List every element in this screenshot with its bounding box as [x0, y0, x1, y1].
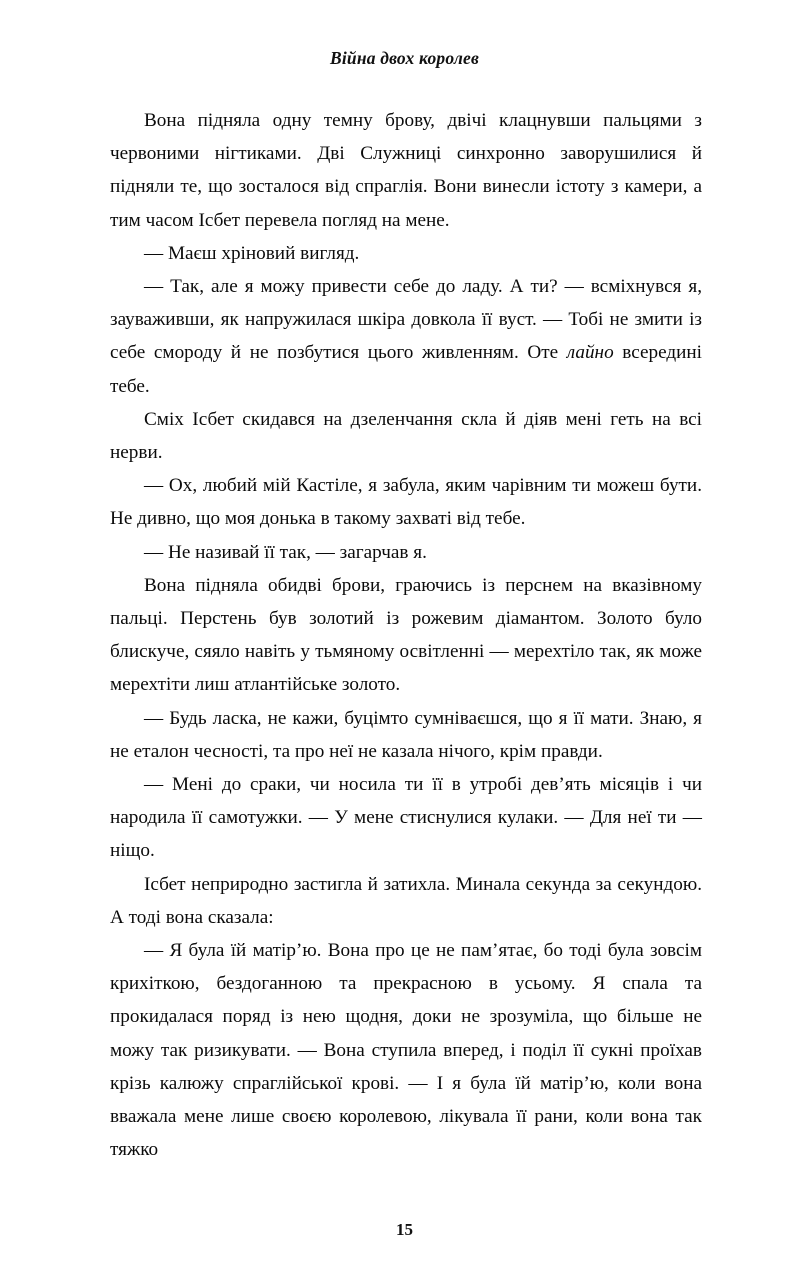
paragraph: Ісбет неприродно застигла й затихла. Минала секунда за секундою. А тоді вона сказала:	[110, 873, 702, 928]
paragraph: — Не називай її так, — загарчав я.	[144, 541, 427, 563]
paragraph: Вона підняла обидві брови, граючись із перснем на вказівному пальці. Перстень був золотий із рожевим діамантом. Золото було блискуче, сяяло навіть у тьмяному освітленні — мерехтіло так, як може мерехтіти лиш атлантійське золото.	[110, 574, 702, 696]
page-number: 15	[396, 1220, 413, 1239]
paragraph: — Маєш хріновий вигляд.	[144, 242, 360, 264]
italic-emphasis: лайно	[566, 342, 614, 364]
paragraph: — Я була їй матір’ю. Вона про це не пам’ятає, бо тоді була зовсім крихіткою, бездоганною та прекрасною в усьому. Я спала та прокидалася поряд із нею щодня, доки не зрозуміла, що більше не можу так ризикувати. — Вона ступила вперед, і поділ її сукні проїхав крізь калюжу спраглійської крові. — І я була їй матір’ю, коли вона вважала мене лише своєю королевою, лікувала її рани, коли вона так тяжко	[110, 940, 702, 1161]
paragraph: — Ох, любий мій Кастіле, я забула, яким чарівним ти можеш бути. Не дивно, що моя донька в такому захваті від тебе.	[110, 475, 702, 530]
paragraph: Вона підняла одну темну брову, двічі клацнувши пальцями з червоними нігтиками. Дві Служниці синхронно заворушилися й підняли те, що зосталося від спраглія. Вони винесли істоту з камери, а тим часом Ісбет перевела погляд на мене.	[110, 110, 702, 231]
running-head: Війна двох королев	[329, 48, 480, 68]
paragraph: — Мені до сраки, чи носила ти її в утробі дев’ять місяців і чи народила її самотужки. — У мене стиснулися кулаки. — Для неї ти — ніщо.	[110, 774, 702, 862]
body-text-column	[110, 104, 702, 1167]
paragraph: — Будь ласка, не кажи, буцімто сумніваєшся, що я її мати. Знаю, я не еталон чесності, та про неї не казала нічого, крім правди.	[110, 707, 702, 762]
paragraph: Сміх Ісбет скидався на дзеленчання скла й діяв мені геть на всі нерви.	[110, 408, 702, 464]
paragraph-with-italic: — Так, але я можу привести себе до ладу. А ти? — всміхнувся я, зауваживши, як напружилася шкіра довкола її вуст. — Тобі не змити із себе смороду й не позбутися цього живленням. Оте лайно всередині тебе.	[110, 276, 703, 397]
